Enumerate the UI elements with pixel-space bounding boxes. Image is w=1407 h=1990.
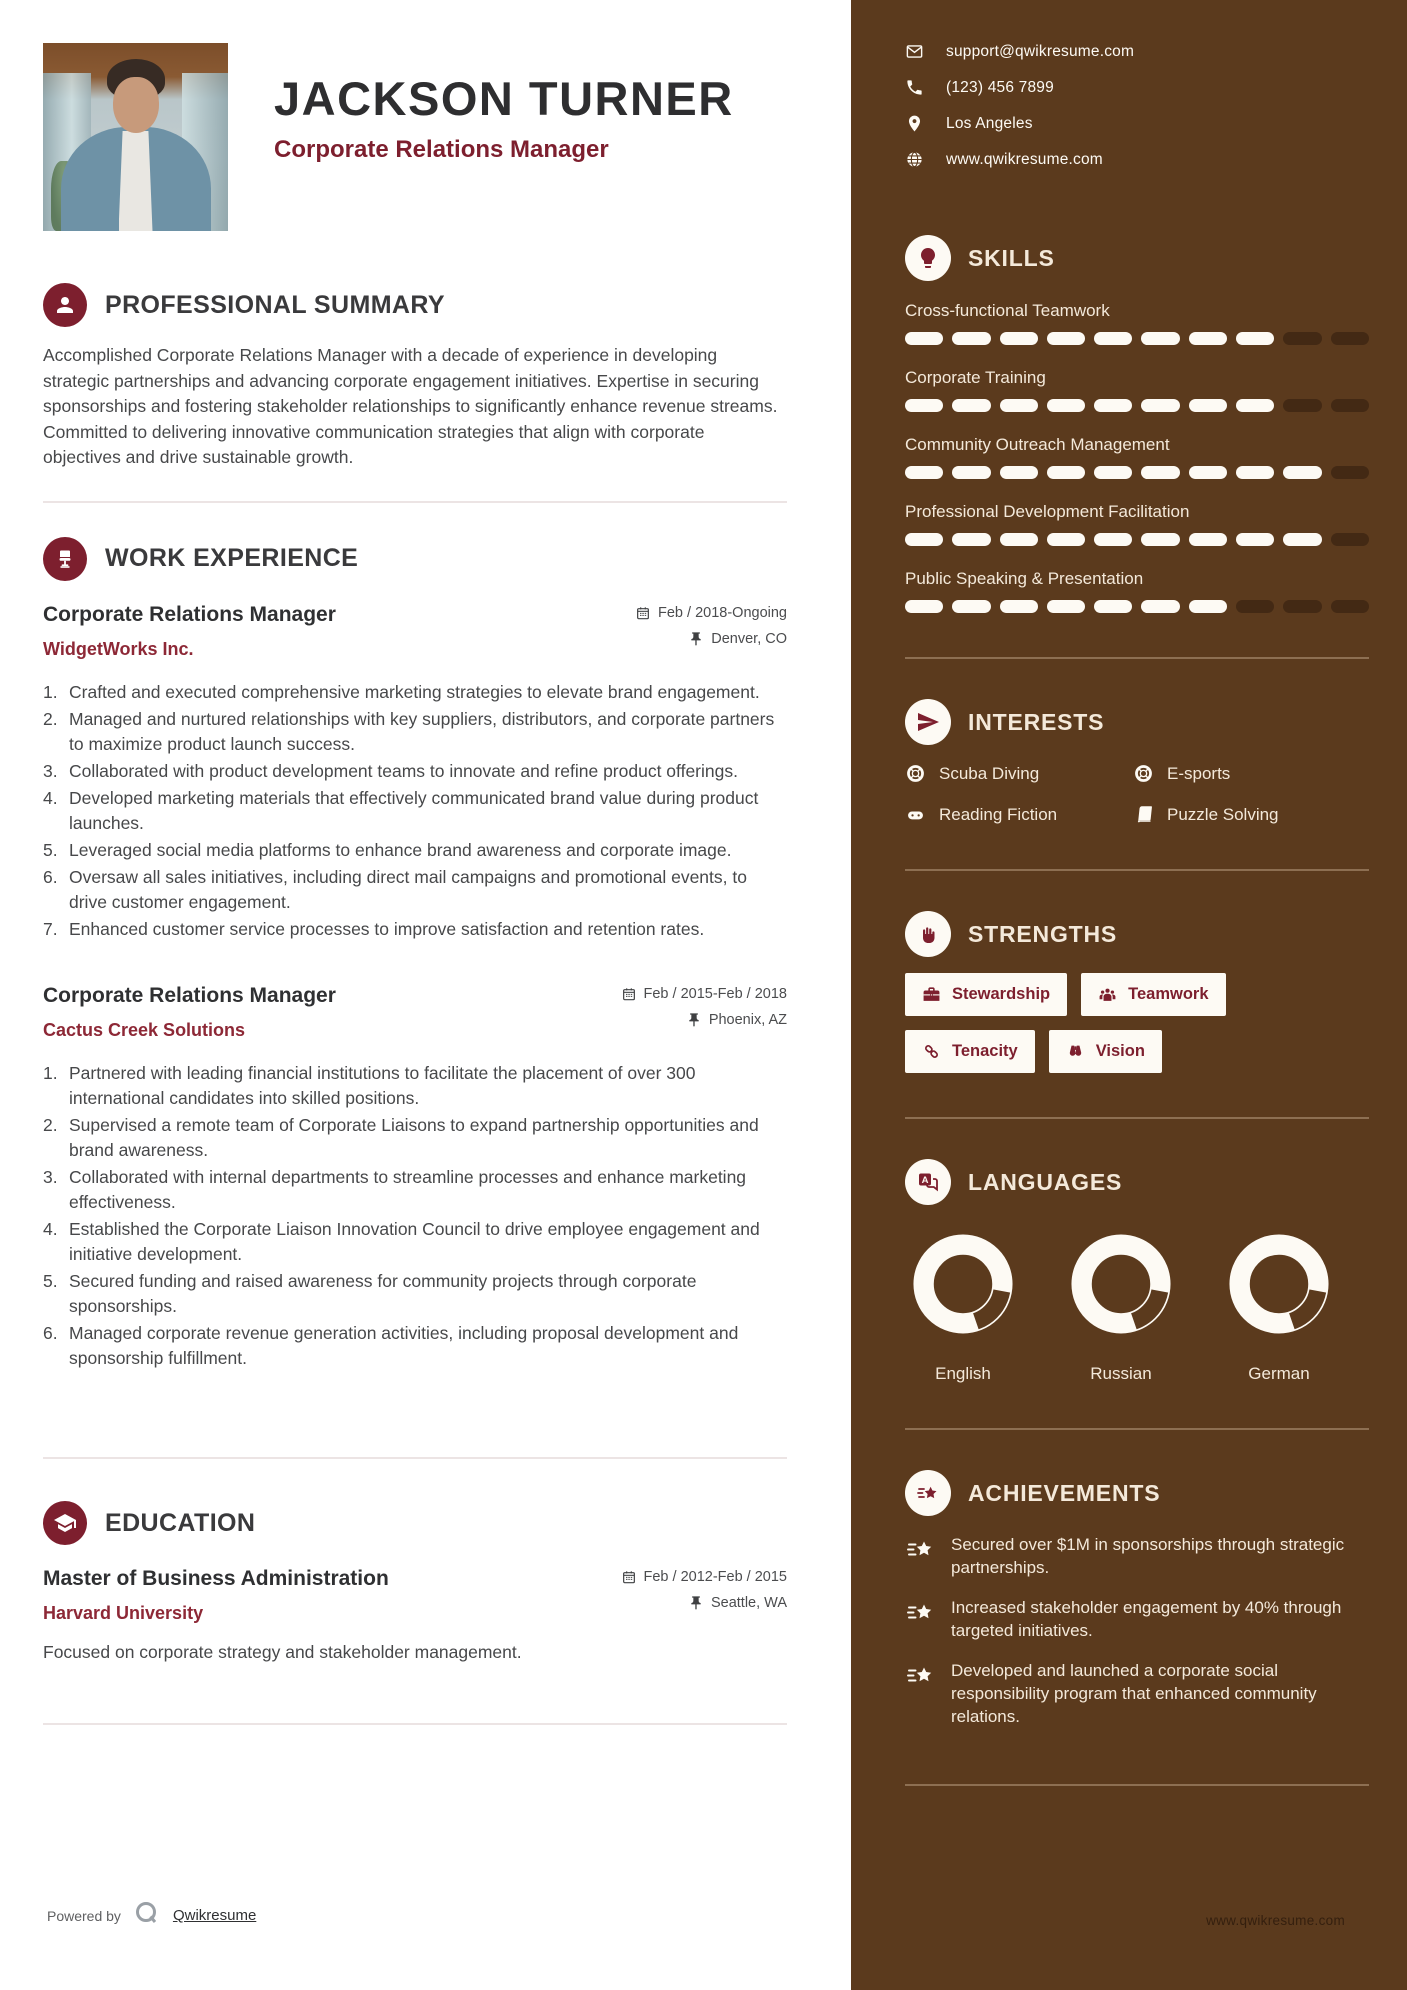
shoot-star-white-icon <box>905 1660 935 1728</box>
skill-segment <box>952 466 990 479</box>
skill-segment <box>1000 466 1038 479</box>
skill-segment <box>1331 600 1369 613</box>
education-heading: EDUCATION <box>105 1508 256 1537</box>
education-section <box>43 1501 787 1663</box>
skill-segment <box>1189 533 1227 546</box>
life-ring-icon <box>1133 763 1154 784</box>
skill-segment <box>1189 332 1227 345</box>
skill-name: Public Speaking & Presentation <box>905 569 1144 588</box>
education-location: Seattle, WA <box>710 1595 787 1612</box>
strength-label: Tenacity <box>952 1042 1018 1060</box>
skills-list <box>905 301 1369 613</box>
summary-text: Accomplished Corporate Relations Manager with a decade of experience in developing strategic partnerships and advancing corporate engagement initiatives. Expertise in securing sponsorships and fostering stakeholder relationships to significantly enhance revenue streams. Committed to delivering innovative communication strategies that align with corporate objectives and drive sustainable growth. <box>43 345 778 468</box>
skill-segment <box>905 399 943 412</box>
life-ring-icon <box>905 763 926 784</box>
language-donut-chart <box>1064 1227 1178 1346</box>
qwikresume-link[interactable]: Qwikresume <box>172 1907 257 1924</box>
achievement-item <box>905 1534 1345 1579</box>
svg-text:A: A <box>921 1174 929 1186</box>
skill-segment <box>1189 466 1227 479</box>
strength-label: Stewardship <box>952 985 1051 1003</box>
divider <box>43 501 787 503</box>
skill-segment <box>1283 332 1321 345</box>
skill-segment <box>1331 399 1369 412</box>
contact-block <box>905 42 1369 169</box>
job-bullet: 3. Collaborated with internal departments to streamline processes and enhance marketing effectiveness. <box>43 1166 747 1212</box>
location-icon <box>905 114 924 133</box>
contact-row <box>905 78 1369 97</box>
skill-segment <box>1094 332 1132 345</box>
skill-segment <box>1141 399 1179 412</box>
fist-icon <box>905 911 951 957</box>
interest-item <box>1133 804 1369 825</box>
interests-list <box>905 763 1369 825</box>
strength-badge <box>1049 1030 1162 1073</box>
skill-segment <box>1236 399 1274 412</box>
interest-label: E-sports <box>1167 763 1231 783</box>
skill-item <box>905 368 1369 412</box>
job-bullet: 6. Oversaw all sales initiatives, including direct mail campaigns and promotional events, to drive customer engagement. <box>43 866 747 912</box>
skill-segment <box>905 600 943 613</box>
skill-segment <box>1236 332 1274 345</box>
contact-row <box>905 150 1369 169</box>
school-name: Harvard University <box>43 1603 204 1624</box>
contact-text: Los Angeles <box>946 114 1033 132</box>
job-bullet: 5. Secured funding and raised awareness for community projects through corporate sponsorships. <box>43 1271 697 1317</box>
education-note: Focused on corporate strategy and stakeholder management. <box>43 1642 522 1663</box>
skill-segment <box>1331 466 1369 479</box>
skill-segment <box>1141 332 1179 345</box>
skill-segment <box>1283 533 1321 546</box>
skill-level-bar <box>905 466 1369 479</box>
language-donut-chart <box>1222 1227 1336 1346</box>
strength-badge <box>905 1030 1035 1073</box>
job-bullet: 1. Crafted and executed comprehensive marketing strategies to elevate brand engagement. <box>43 681 760 702</box>
graduate-icon <box>43 1501 87 1545</box>
skill-segment <box>1141 600 1179 613</box>
achievement-text: Secured over $1M in sponsorships through strategic partnerships. <box>951 1535 1345 1577</box>
lightbulb-icon <box>905 235 951 281</box>
strength-label: Teamwork <box>1128 985 1209 1003</box>
skill-segment <box>1047 600 1085 613</box>
contact-text[interactable]: www.qwikresume.com <box>946 150 1103 168</box>
skill-segment <box>1331 533 1369 546</box>
interest-item <box>905 804 1133 825</box>
shoot-star-white-icon <box>905 1597 935 1642</box>
jobs-list <box>43 603 787 1371</box>
language-item <box>1063 1227 1179 1384</box>
job-bullet: 5. Leveraged social media platforms to enhance brand awareness and corporate image. <box>43 839 732 860</box>
job-entry <box>43 984 787 1371</box>
office-chair-icon <box>43 537 87 581</box>
skill-segment <box>1331 332 1369 345</box>
skill-level-bar <box>905 600 1369 613</box>
job-bullet: 4. Developed marketing materials that effectively communicated brand value during product launches. <box>43 787 759 833</box>
job-bullet: 1. Partnered with leading financial institutions to facilitate the placement of over 300 international candidates into skilled positions. <box>43 1062 696 1108</box>
skill-item <box>905 502 1369 546</box>
calendar-icon <box>621 1569 637 1585</box>
skill-item <box>905 435 1369 479</box>
header <box>43 43 787 231</box>
achievement-text: Developed and launched a corporate social responsibility program that enhanced community relations. <box>951 1661 1317 1726</box>
job-entry <box>43 603 787 942</box>
language-name: English <box>935 1364 991 1383</box>
contact-row <box>905 114 1369 133</box>
pushpin-icon <box>688 631 704 647</box>
interest-label: Scuba Diving <box>939 763 1040 783</box>
footer <box>47 1899 256 1932</box>
summary-heading: PROFESSIONAL SUMMARY <box>105 290 445 319</box>
job-title: Corporate Relations Manager <box>43 602 336 626</box>
skill-item <box>905 301 1369 345</box>
interest-item <box>1133 763 1369 784</box>
job-date: Feb / 2018-Ongoing <box>658 604 787 621</box>
phone-icon <box>905 78 924 97</box>
person-name: JACKSON TURNER <box>274 72 734 125</box>
language-donut-chart <box>906 1227 1020 1346</box>
person-icon <box>43 283 87 327</box>
skill-segment <box>1283 600 1321 613</box>
language-item <box>1221 1227 1337 1384</box>
strength-badge <box>905 973 1067 1016</box>
sidebar-divider <box>905 1784 1369 1786</box>
languages-section-head <box>905 1159 1369 1205</box>
skill-segment <box>1236 600 1274 613</box>
gamepad-icon <box>905 804 926 825</box>
skill-segment <box>1283 399 1321 412</box>
achievement-text: Increased stakeholder engagement by 40% through targeted initiatives. <box>951 1598 1342 1640</box>
skill-segment <box>1141 533 1179 546</box>
skills-section-head <box>905 235 1369 281</box>
degree-name: Master of Business Administration <box>43 1567 389 1591</box>
watermark: www.qwikresume.com <box>1206 1913 1345 1928</box>
languages-list <box>905 1227 1369 1384</box>
skill-segment <box>1047 466 1085 479</box>
skill-segment <box>1283 466 1321 479</box>
achievements-list <box>905 1534 1369 1728</box>
profile-photo <box>43 43 228 231</box>
skill-name: Professional Development Facilitation <box>905 502 1190 521</box>
contact-text: (123) 456 7899 <box>946 78 1054 96</box>
achievements-heading: ACHIEVEMENTS <box>968 1479 1161 1506</box>
skill-segment <box>1000 399 1038 412</box>
summary-section <box>43 283 787 471</box>
job-company: WidgetWorks Inc. <box>43 638 194 659</box>
strength-label: Vision <box>1095 1042 1145 1060</box>
skill-segment <box>1000 600 1038 613</box>
job-bullet: 2. Managed and nurtured relationships with key suppliers, distributors, and corporate partners to maximize product launch success. <box>43 708 775 754</box>
divider <box>43 1723 787 1725</box>
job-company: Cactus Creek Solutions <box>43 1019 246 1040</box>
skill-segment <box>1141 466 1179 479</box>
skill-segment <box>905 332 943 345</box>
job-date: Feb / 2015-Feb / 2018 <box>643 985 787 1002</box>
interest-label: Reading Fiction <box>939 804 1058 824</box>
skill-name: Corporate Training <box>905 368 1046 387</box>
skill-segment <box>952 399 990 412</box>
interests-heading: INTERESTS <box>968 708 1105 735</box>
skill-name: Cross-functional Teamwork <box>905 301 1110 320</box>
skill-segment <box>1000 533 1038 546</box>
achievements-section-head <box>905 1470 1369 1516</box>
job-bullets <box>43 1061 787 1371</box>
skill-segment <box>952 533 990 546</box>
job-bullet: 6. Managed corporate revenue generation activities, including proposal development and sponsorship fulfillment. <box>43 1323 739 1369</box>
skill-segment <box>1094 466 1132 479</box>
powered-by-label: Powered by <box>47 1907 121 1924</box>
skill-segment <box>1094 399 1132 412</box>
job-bullet: 7. Enhanced customer service processes to improve satisfaction and retention rates. <box>43 918 705 939</box>
shoot-star-white-icon <box>905 1534 935 1579</box>
calendar-icon <box>621 986 637 1002</box>
skill-level-bar <box>905 332 1369 345</box>
interest-item <box>905 763 1133 784</box>
sidebar-divider <box>905 1117 1369 1119</box>
achievement-item <box>905 1597 1345 1642</box>
strength-badge <box>1081 973 1225 1016</box>
job-location: Phoenix, AZ <box>708 1011 787 1028</box>
interest-label: Puzzle Solving <box>1167 804 1279 824</box>
paper-plane-icon <box>905 699 951 745</box>
work-heading: WORK EXPERIENCE <box>105 544 359 573</box>
pushpin-icon <box>688 1595 704 1611</box>
skill-segment <box>1189 600 1227 613</box>
pushpin-icon <box>686 1012 702 1028</box>
skill-segment <box>1094 600 1132 613</box>
job-bullet: 3. Collaborated with product development teams to innovate and refine product offerings. <box>43 760 738 781</box>
person-title: Corporate Relations Manager <box>274 136 609 163</box>
skill-segment <box>1094 533 1132 546</box>
skill-segment <box>905 466 943 479</box>
skill-segment <box>1000 332 1038 345</box>
book-icon <box>1133 804 1154 825</box>
link-icon <box>922 1042 941 1061</box>
languages-heading: LANGUAGES <box>968 1168 1123 1195</box>
briefcase-icon <box>922 985 941 1004</box>
job-bullet: 4. Established the Corporate Liaison Innovation Council to drive employee engagement and initiative development. <box>43 1218 760 1264</box>
language-name: Russian <box>1090 1364 1152 1383</box>
skill-segment <box>1236 533 1274 546</box>
strengths-section-head <box>905 911 1369 957</box>
interests-section-head <box>905 699 1369 745</box>
strengths-heading: STRENGTHS <box>968 920 1118 947</box>
job-bullets <box>43 680 787 942</box>
sidebar <box>851 0 1407 1990</box>
skill-segment <box>952 600 990 613</box>
education-date: Feb / 2012-Feb / 2015 <box>643 1569 787 1586</box>
skills-heading: SKILLS <box>968 244 1055 271</box>
contact-text[interactable]: support@qwikresume.com <box>946 42 1135 60</box>
skill-item <box>905 569 1369 613</box>
skill-name: Community Outreach Management <box>905 435 1170 454</box>
calendar-icon <box>635 605 651 621</box>
achievement-item <box>905 1660 1345 1728</box>
binoculars-icon <box>1066 1042 1085 1061</box>
work-experience-section <box>43 537 787 1371</box>
language-item <box>905 1227 1021 1384</box>
contact-row <box>905 42 1369 61</box>
divider <box>43 1457 787 1459</box>
skill-segment <box>1047 533 1085 546</box>
sidebar-divider <box>905 1428 1369 1430</box>
globe-icon <box>905 150 924 169</box>
language-name: German <box>1248 1364 1310 1383</box>
education-entry <box>43 1567 787 1663</box>
skill-segment <box>1047 332 1085 345</box>
qwikresume-logo-icon <box>133 1899 161 1932</box>
skill-level-bar <box>905 533 1369 546</box>
sidebar-divider <box>905 869 1369 871</box>
sidebar-divider <box>905 657 1369 659</box>
skill-segment <box>1047 399 1085 412</box>
strengths-list <box>905 973 1355 1073</box>
job-bullet: 2. Supervised a remote team of Corporate Liaisons to expand partnership opportunities and brand awareness. <box>43 1114 759 1160</box>
team-icon <box>1098 985 1117 1004</box>
skill-level-bar <box>905 399 1369 412</box>
skill-segment <box>952 332 990 345</box>
email-icon <box>905 42 924 61</box>
translate-icon <box>905 1159 951 1205</box>
shooting-star-icon <box>905 1470 951 1516</box>
skill-segment <box>1236 466 1274 479</box>
job-location: Denver, CO <box>711 630 787 647</box>
skill-segment <box>1189 399 1227 412</box>
job-title: Corporate Relations Manager <box>43 983 336 1007</box>
skill-segment <box>905 533 943 546</box>
